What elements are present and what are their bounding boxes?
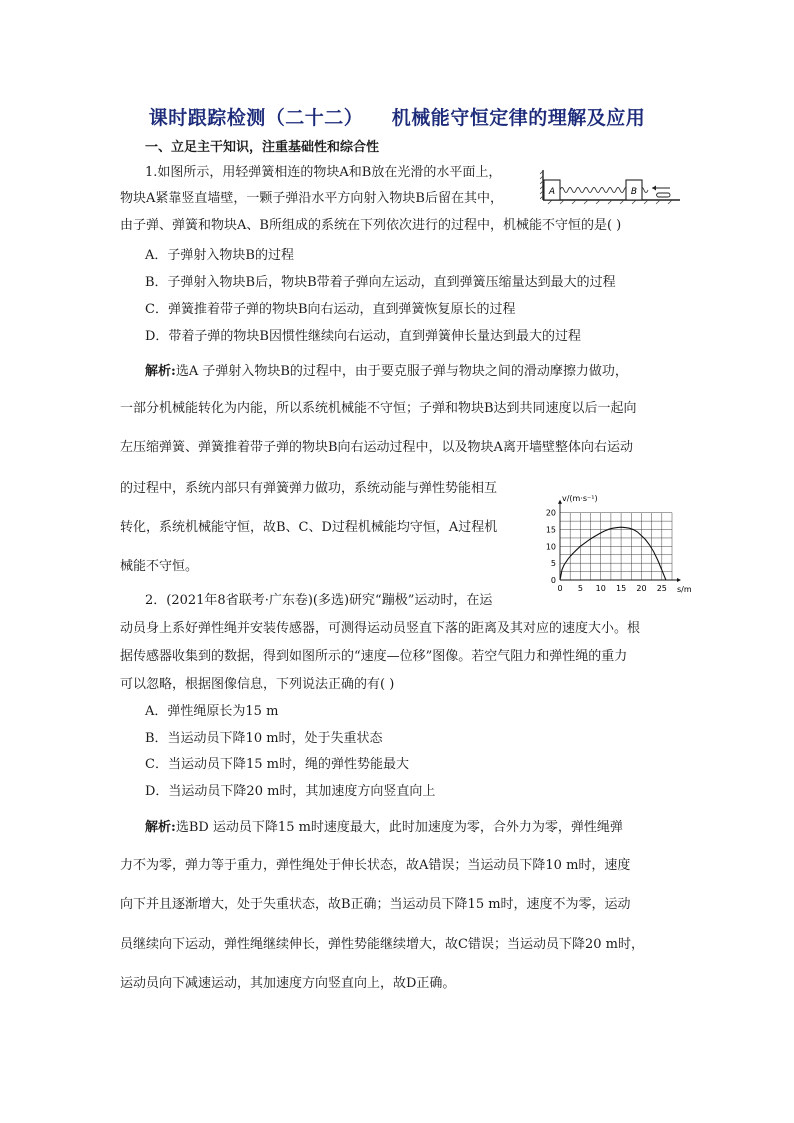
x-tick-label: 0 [557, 584, 563, 593]
q1-option-a: A．子弹射入物块B的过程 [145, 248, 294, 263]
q2-option-a: A．弹性绳原长为15 m [145, 704, 279, 719]
chart-x-label: s/m [677, 585, 692, 594]
block-b-label: B [630, 187, 638, 197]
section-heading: 一、立足主干知识，注重基础性和综合性 [145, 140, 380, 155]
q1-analysis-line-3: 左压缩弹簧、弹簧推着带子弹的物块B向右运动过程中，以及物块A离开墙壁整体向右运动 [120, 440, 633, 455]
q1-analysis-line-1: 解析:选A 子弹射入物块B的过程中，由于要克服子弹与物块之间的滑动摩擦力做功， [145, 364, 628, 379]
q1-option-c: C．弹簧推着带子弹的物块B向右运动，直到弹簧恢复原长的过程 [145, 302, 516, 317]
x-axis-arrow [677, 578, 681, 582]
y-tick-label: 0 [550, 576, 556, 585]
y-tick-label: 15 [545, 525, 556, 535]
chart-grid [560, 513, 672, 580]
q2-analysis-line-4: 员继续向下运动，弹性绳继续伸长，弹性势能继续增大，故C错误；当运动员下降20 m时， [120, 937, 644, 952]
q2-analysis-line-1: 解析:选BD 运动员下降15 m时速度最大，此时加速度为零，合外力为零，弹性绳弹 [145, 820, 623, 835]
x-tick-label: 25 [656, 584, 667, 593]
q1-analysis-line-4: 的过程中，系统内部只有弹簧弹力做功，系统动能与弹性势能相互 [120, 481, 498, 496]
x-tick-label: 10 [595, 584, 606, 593]
q1-analysis-line-5: 转化，系统机械能守恒，故B、C、D过程机械能均守恒，A过程机 [120, 520, 498, 535]
bullet [657, 193, 671, 197]
q2-stem-line-1: 2．(2021年8省联考·广东卷)(多选)研究“蹦极”运动时，在运 [145, 593, 493, 608]
x-tick-label: 20 [636, 584, 647, 593]
q2-analysis-line-3: 向下并且逐渐增大，处于失重状态，故B正确；当运动员下降15 m时，速度不为零，运动 [120, 897, 631, 912]
block-a-label: A [548, 187, 556, 197]
q2-stem-line-4: 可以忽略，根据图像信息，下列说法正确的有( ) [120, 677, 395, 692]
y-tick-label: 20 [545, 508, 556, 518]
chart-axes [558, 500, 681, 582]
q1-stem-line-1: 1.如图所示，用轻弹簧相连的物块A和B放在光滑的水平面上， [145, 165, 502, 180]
y-tick-label: 5 [550, 559, 556, 569]
q1-analysis-label: 解析: [145, 364, 176, 379]
chart-y-label: v/(m·s⁻¹) [562, 494, 598, 503]
q1-analysis-line-6: 械能不守恒。 [120, 559, 199, 574]
q2-stem-line-2: 动员身上系好弹性绳并安装传感器，可测得运动员竖直下落的距离及其对应的速度大小。根 [120, 621, 641, 636]
series-line [560, 527, 666, 580]
q1-stem-line-3: 由子弹、弹簧和物块A、B所组成的系统在下列依次进行的过程中，机械能不守恒的是( ) [120, 218, 622, 233]
q1-analysis-line-2: 一部分机械能转化为内能，所以系统机械能不守恒；子弹和物块B达到共同速度以后一起向 [120, 401, 637, 416]
q2-option-d: D．当运动员下降20 m时，其加速度方向竖直向上 [145, 784, 436, 799]
q2-stem-line-3: 据传感器收集到的数据，得到如图所示的“速度—位移”图像。若空气阻力和弹性绳的重力 [120, 649, 628, 664]
spring-block-figure [540, 166, 683, 206]
x-tick-label: 15 [615, 584, 627, 593]
q2-analysis-line-5: 运动员向下减速运动，其加速度方向竖直向上，故D正确。 [120, 976, 456, 991]
q2-option-c: C．当运动员下降15 m时，绳的弹性势能最大 [145, 757, 409, 772]
velocity-position-chart [538, 490, 698, 600]
x-tick-label: 5 [577, 584, 583, 593]
q2-analysis-line-2: 力不为零，弹力等于重力，弹性绳处于伸长状态，故A错误；当运动员下降10 m时，速度 [120, 858, 631, 873]
q2-option-b: B．当运动员下降10 m时，处于失重状态 [145, 731, 383, 746]
q1-option-d: D．带着子弹的物块B因惯性继续向右运动，直到弹簧伸长量达到最大的过程 [145, 329, 581, 344]
q1-option-b: B．子弹射入物块B后，物块B带着子弹向左运动，直到弹簧压缩量达到最大的过程 [145, 275, 616, 290]
page-title: 课时跟踪检测（二十二） 机械能守恒定律的理解及应用 [148, 107, 646, 129]
q2-analysis-label: 解析: [145, 820, 176, 835]
y-tick-label: 10 [545, 542, 556, 552]
q1-stem-line-2: 物块A紧靠竖直墙壁，一颗子弹沿水平方向射入物块B后留在其中， [120, 191, 503, 206]
